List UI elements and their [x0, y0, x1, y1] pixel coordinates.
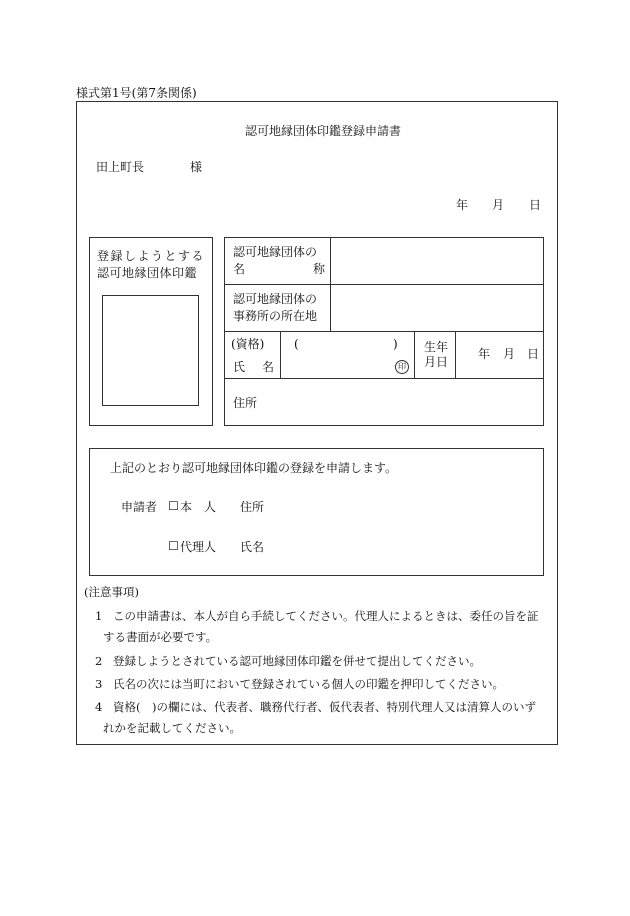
- note-line: れかを記載してください。: [103, 721, 241, 735]
- note-line: この申請書は、本人が自ら手続してください。代理人によるときは、委任の旨を証: [113, 609, 539, 623]
- seal-impression-area[interactable]: [102, 295, 199, 406]
- birth-month-label: 月: [503, 347, 516, 361]
- checkbox-agent[interactable]: ☐: [168, 539, 179, 553]
- seal-mark-icon: 印: [395, 360, 409, 374]
- paren-close: ): [393, 337, 398, 351]
- addressee: 田上町長: [96, 160, 145, 174]
- form-title: 認可地縁団体印鑑登録申請書: [245, 124, 402, 138]
- name-label-line2a: 名: [233, 262, 246, 276]
- office-label-line2: 事務所の所在地: [233, 309, 318, 323]
- seal-box-label-line2: 認可地縁団体印鑑: [97, 266, 198, 280]
- paren-open: (: [294, 337, 299, 351]
- representative-address-field[interactable]: [262, 380, 542, 424]
- applicant-name-label: 氏名: [240, 540, 265, 554]
- applicant-address-label: 住所: [240, 500, 265, 514]
- applicant-label: 申請者: [121, 500, 158, 514]
- col-divider: [414, 331, 415, 378]
- birth-day-label: 日: [527, 347, 540, 361]
- name-label-line1: 認可地縁団体の: [233, 245, 318, 259]
- representative-field[interactable]: [282, 332, 392, 377]
- date-month-label: 月: [492, 198, 505, 212]
- form-number: 様式第1号(第7条関係): [76, 86, 197, 100]
- note-line: する書面が必要です。: [103, 630, 218, 644]
- application-statement: 上記のとおり認可地縁団体印鑑の登録を申請します。: [110, 461, 398, 475]
- birth-label-line2: 月日: [424, 355, 449, 369]
- date-year-label: 年: [456, 198, 469, 212]
- note-line: 氏名の次には当町において登録されている個人の印鑑を押印してください。: [113, 677, 504, 691]
- office-address-field[interactable]: [331, 285, 543, 331]
- birth-year-label: 年: [478, 347, 491, 361]
- note-number: 4: [95, 700, 103, 714]
- person-name-label-a: 氏: [233, 360, 246, 374]
- honorific: 様: [190, 160, 203, 174]
- notes-heading: (注意事項): [84, 585, 139, 599]
- col-divider: [280, 331, 281, 378]
- note-number: 1: [95, 609, 103, 623]
- address-label: 住所: [233, 396, 258, 410]
- option-agent-label: 代理人: [180, 540, 217, 554]
- office-label-line1: 認可地縁団体の: [233, 292, 318, 306]
- name-label-line2b: 称: [313, 262, 326, 276]
- birth-label-line1: 生年: [424, 340, 449, 354]
- note-line: 登録しようとされている認可地縁団体印鑑を併せて提出してください。: [113, 654, 481, 668]
- person-name-label-b: 名: [262, 360, 275, 374]
- date-day-label: 日: [529, 198, 542, 212]
- note-line: 資格( )の欄には、代表者、職務代行者、仮代表者、特別代理人又は清算人のいず: [113, 700, 536, 714]
- option-self-label: 本 人: [180, 500, 217, 514]
- note-number: 3: [95, 677, 103, 691]
- qualification-label: (資格): [231, 337, 265, 351]
- group-name-field[interactable]: [331, 238, 543, 284]
- checkbox-self[interactable]: ☐: [168, 499, 179, 513]
- row-divider: [224, 378, 544, 379]
- seal-box-label-line1: 登録しようとする: [97, 249, 206, 263]
- col-divider: [455, 331, 456, 378]
- note-number: 2: [95, 654, 103, 668]
